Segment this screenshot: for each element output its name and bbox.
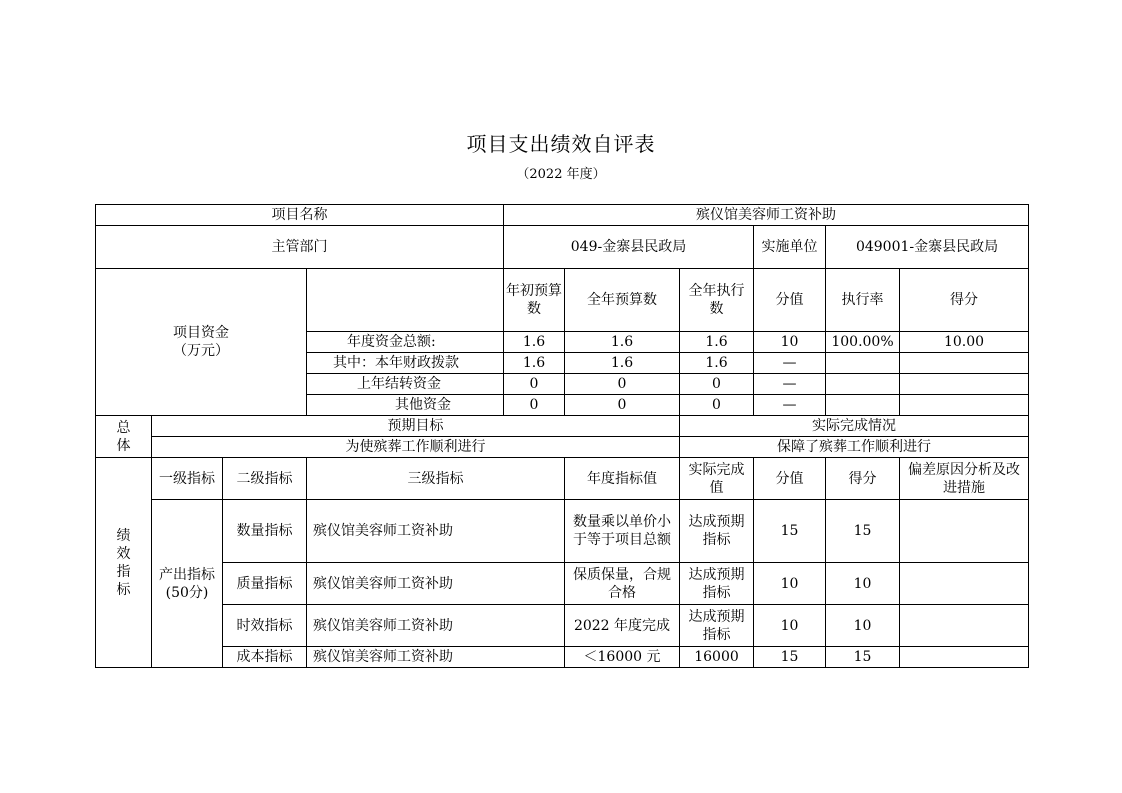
header-actual: 实际完成值	[680, 458, 754, 500]
project-name-label: 项目名称	[96, 205, 504, 226]
header-level2: 二级指标	[223, 458, 307, 500]
funds-header-score: 得分	[900, 269, 1029, 332]
funds-row-executed: 1.6	[680, 332, 754, 353]
indicator-row	[96, 605, 1029, 647]
indicator-score: 10	[826, 605, 900, 647]
funds-row-initial: 0	[504, 395, 565, 416]
funds-row-label: 其他资金	[307, 395, 504, 416]
funds-label: 项目资金	[173, 325, 229, 341]
funds-row-score	[900, 353, 1029, 374]
indicator-label-cell	[96, 458, 152, 668]
goal-header: 预期目标	[152, 416, 680, 437]
indicator-row	[96, 500, 1029, 563]
funds-row-initial: 1.6	[504, 353, 565, 374]
funds-header-initial: 年初预算数	[504, 269, 565, 332]
indicator-score-value: 10	[754, 605, 826, 647]
funds-row-rate	[826, 374, 900, 395]
indicator-row	[96, 647, 1029, 668]
impl-value: 049001-金寨县民政局	[826, 226, 1029, 269]
header-level3: 三级指标	[307, 458, 565, 500]
funds-label-cell	[96, 269, 307, 416]
indicator-score: 15	[826, 500, 900, 563]
funds-row-initial: 0	[504, 374, 565, 395]
overall-label: 总体	[116, 419, 131, 454]
indicator-actual: 达成预期指标	[680, 500, 754, 563]
funds-row-rate	[826, 353, 900, 374]
funds-row-score-value: 10	[754, 332, 826, 353]
indicator-label: 绩效指标	[116, 527, 131, 598]
department-row	[96, 226, 1029, 269]
funds-row-score	[900, 395, 1029, 416]
header-score: 得分	[826, 458, 900, 500]
overall-label-cell	[96, 416, 152, 458]
header-level1: 一级指标	[152, 458, 223, 500]
indicator-level2: 质量指标	[223, 563, 307, 605]
funds-unit: （万元）	[173, 343, 229, 359]
funds-row-annual: 0	[565, 395, 680, 416]
overall-value-row	[96, 437, 1029, 458]
indicator-level2: 成本指标	[223, 647, 307, 668]
funds-header-rate: 执行率	[826, 269, 900, 332]
page-title: 项目支出绩效自评表	[466, 132, 656, 156]
indicator-target: ＜16000 元	[565, 647, 680, 668]
indicator-deviation	[900, 647, 1029, 668]
dept-value: 049-金寨县民政局	[504, 226, 754, 269]
funds-row-label: 年度资金总额:	[307, 332, 504, 353]
funds-header-annual: 全年预算数	[565, 269, 680, 332]
funds-header-row	[96, 269, 1029, 332]
indicator-score: 15	[826, 647, 900, 668]
indicator-header-row	[96, 458, 1029, 500]
indicator-target: 数量乘以单价小于等于项目总额	[565, 500, 680, 563]
funds-row-label: 上年结转资金	[307, 374, 504, 395]
actual-header: 实际完成情况	[680, 416, 1029, 437]
header-deviation: 偏差原因分析及改进措施	[900, 458, 1029, 500]
indicator-level2: 时效指标	[223, 605, 307, 647]
project-name-row	[96, 205, 1029, 226]
indicator-target: 保质保量，合规合格	[565, 563, 680, 605]
impl-label: 实施单位	[754, 226, 826, 269]
funds-row-score-value: —	[754, 374, 826, 395]
project-name-value: 殡仪馆美容师工资补助	[504, 205, 1029, 226]
header-score-value: 分值	[754, 458, 826, 500]
funds-row-score: 10.00	[900, 332, 1029, 353]
indicator-level3: 殡仪馆美容师工资补助	[307, 605, 565, 647]
header-target: 年度指标值	[565, 458, 680, 500]
indicator-deviation	[900, 563, 1029, 605]
actual-value: 保障了殡葬工作顺利进行	[680, 437, 1029, 458]
funds-row-rate	[826, 395, 900, 416]
funds-row-annual: 1.6	[565, 332, 680, 353]
indicator-score-value: 15	[754, 647, 826, 668]
funds-header-executed: 全年执行数	[680, 269, 754, 332]
goal-value: 为使殡葬工作顺利进行	[152, 437, 680, 458]
indicator-row	[96, 563, 1029, 605]
indicator-actual: 达成预期指标	[680, 563, 754, 605]
funds-row-annual: 0	[565, 374, 680, 395]
indicator-deviation	[900, 605, 1029, 647]
level1-output-cell: 产出指标(50分)	[152, 500, 223, 668]
indicator-level3: 殡仪馆美容师工资补助	[307, 500, 565, 563]
indicator-actual: 16000	[680, 647, 754, 668]
funds-row-initial: 1.6	[504, 332, 565, 353]
indicator-score: 10	[826, 563, 900, 605]
funds-row-executed: 0	[680, 395, 754, 416]
indicator-level3: 殡仪馆美容师工资补助	[307, 647, 565, 668]
funds-header-empty	[307, 269, 504, 332]
indicator-score-value: 10	[754, 563, 826, 605]
indicator-deviation	[900, 500, 1029, 563]
funds-header-score-value: 分值	[754, 269, 826, 332]
funds-row-rate: 100.00%	[826, 332, 900, 353]
funds-row-score-value: —	[754, 395, 826, 416]
indicator-target: 2022 年度完成	[565, 605, 680, 647]
overall-header-row	[96, 416, 1029, 437]
funds-row-executed: 1.6	[680, 353, 754, 374]
indicator-level3: 殡仪馆美容师工资补助	[307, 563, 565, 605]
funds-row-label: 其中：本年财政拨款	[307, 353, 504, 374]
indicator-level2: 数量指标	[223, 500, 307, 563]
funds-row-annual: 1.6	[565, 353, 680, 374]
indicator-score-value: 15	[754, 500, 826, 563]
indicator-actual: 达成预期指标	[680, 605, 754, 647]
page-subtitle: （2022 年度）	[516, 167, 606, 182]
funds-row-score-value: —	[754, 353, 826, 374]
dept-label: 主管部门	[96, 226, 504, 269]
funds-row-executed: 0	[680, 374, 754, 395]
funds-row-score	[900, 374, 1029, 395]
performance-table	[95, 204, 1029, 668]
